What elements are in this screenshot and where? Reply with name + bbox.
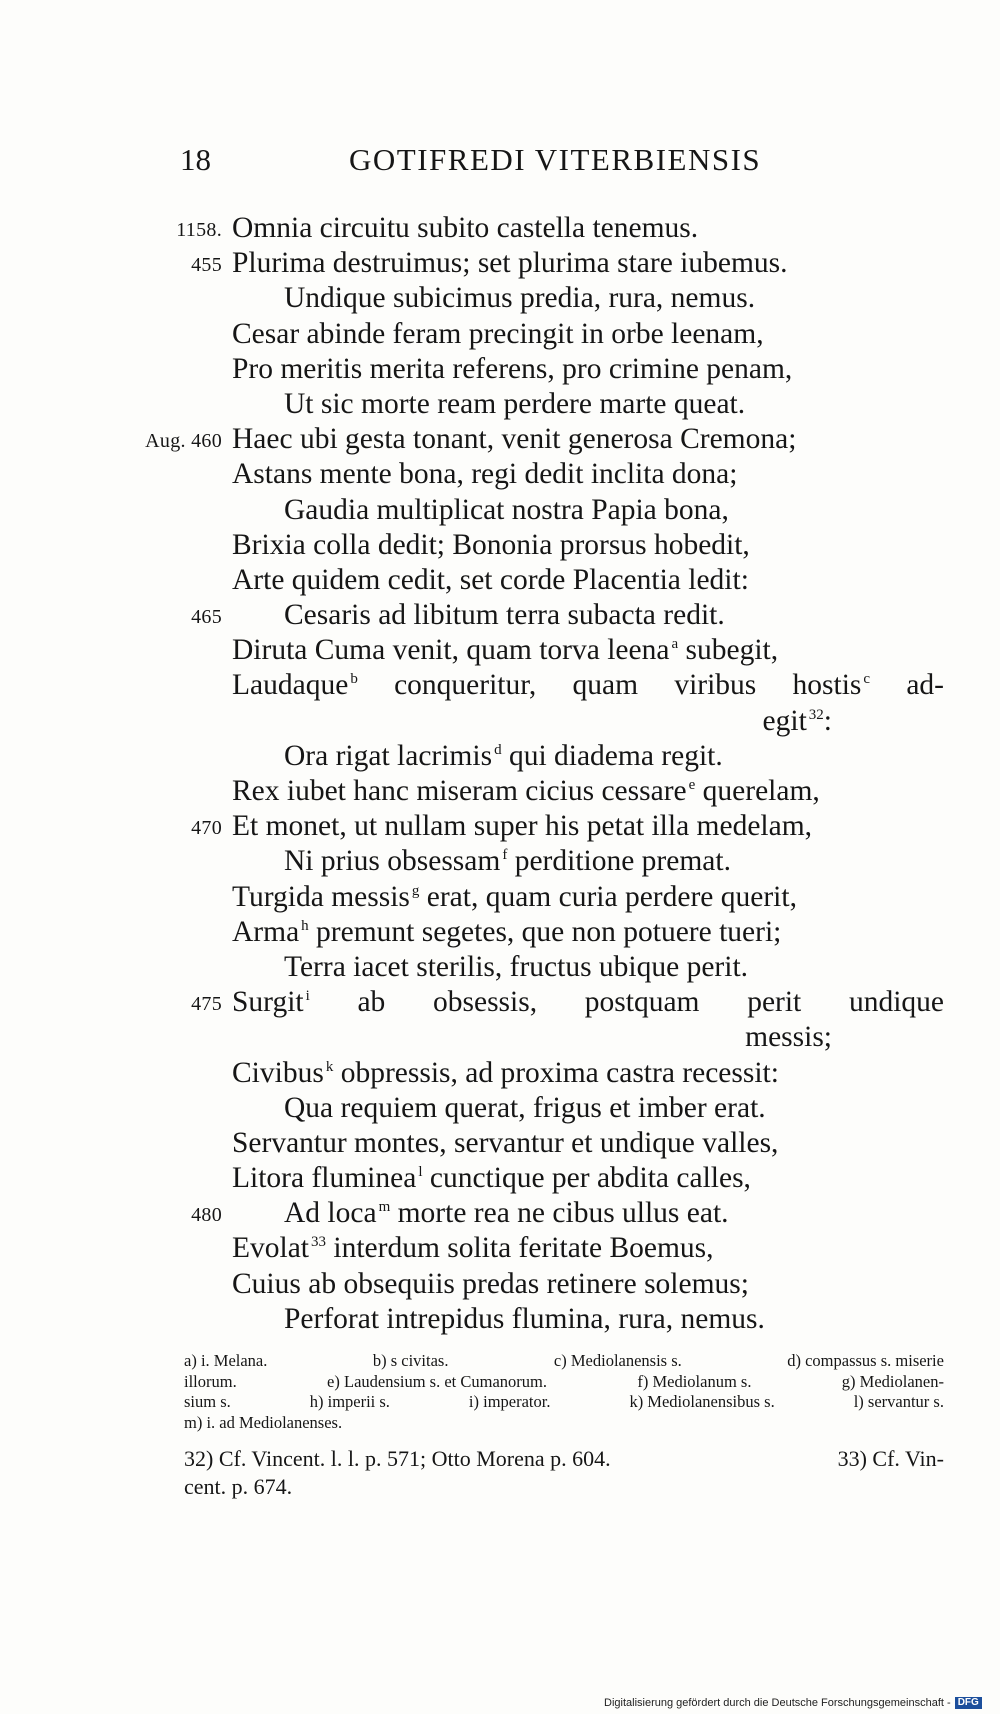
verse-line bbox=[0, 598, 1000, 633]
verse-segment: : bbox=[823, 704, 832, 737]
verse-segment: Evolat bbox=[232, 1232, 310, 1265]
verse-segment: Ni prius obsessam bbox=[284, 845, 501, 878]
verse-segment: interdum solita feritate Boemus, bbox=[326, 1232, 714, 1265]
page-header bbox=[0, 142, 1000, 182]
verse-line bbox=[0, 493, 1000, 528]
reference-note: cent. p. 674. bbox=[184, 1474, 293, 1499]
verse-text bbox=[232, 633, 944, 668]
verse-text: Perforat intrepidus flumina, rura, nemus. bbox=[284, 1302, 765, 1335]
verse-text: Gaudia multiplicat nostra Papia bona, bbox=[284, 493, 729, 526]
verse-line bbox=[0, 633, 1000, 668]
verse-line bbox=[0, 1302, 1000, 1337]
footnote: l) servantur s. bbox=[853, 1392, 944, 1411]
footnote: g) Mediolanen- bbox=[841, 1371, 944, 1391]
reference-note: 32) Cf. Vincent. l. l. p. 571; Otto Morena p. 604. bbox=[184, 1446, 611, 1471]
verse-line bbox=[0, 281, 1000, 316]
verse-segment: premunt segetes, que non potuere tueri; bbox=[308, 915, 782, 948]
line-number: 465 bbox=[191, 606, 222, 629]
reference-notes bbox=[184, 1445, 944, 1501]
reference-mark: 33 bbox=[311, 1234, 327, 1251]
footnote: h) imperii s. bbox=[309, 1392, 390, 1411]
verse-line bbox=[0, 809, 1000, 844]
footnote-mark: h bbox=[301, 917, 309, 934]
footnote-mark: e bbox=[688, 777, 696, 793]
verse-text: Astans mente bona, regi dedit inclita dona; bbox=[232, 458, 738, 491]
footnote-row bbox=[184, 1351, 944, 1372]
line-number: 480 bbox=[191, 1204, 222, 1227]
verse-segment: Ad loca bbox=[284, 1197, 377, 1230]
verse-line bbox=[0, 1020, 1000, 1055]
footnote-mark: c bbox=[863, 671, 871, 688]
verse-text: Qua requiem querat, frigus et imber erat. bbox=[284, 1091, 766, 1124]
footnote: i) imperator. bbox=[468, 1392, 551, 1411]
verse-text bbox=[232, 668, 944, 703]
footnote: a) i. Melana. bbox=[184, 1351, 268, 1370]
verse-text bbox=[284, 844, 944, 879]
verse-text: Ut sic morte ream perdere marte queat. bbox=[284, 387, 746, 420]
verse-text: Cuius ab obsequiis predas retinere solemus; bbox=[232, 1267, 749, 1300]
verse-line bbox=[0, 387, 1000, 422]
reference-row bbox=[184, 1473, 944, 1501]
verse-segment: egit bbox=[762, 704, 807, 737]
verse-line bbox=[0, 1267, 1000, 1302]
footnote-mark: a bbox=[671, 636, 679, 653]
footnote-mark: k bbox=[325, 1058, 334, 1075]
verse-text: Terra iacet sterilis, fructus ubique perit. bbox=[284, 950, 749, 983]
verse-line bbox=[0, 844, 1000, 879]
verse-text: Servantur montes, servantur et undique valles, bbox=[232, 1126, 779, 1159]
footnote: k) Mediolanensibus s. bbox=[629, 1392, 775, 1411]
verse-line bbox=[0, 457, 1000, 492]
verse-text: Undique subicimus predia, rura, nemus. bbox=[284, 282, 756, 315]
verse-segment: querelam, bbox=[695, 775, 820, 807]
verse-line bbox=[0, 1091, 1000, 1126]
verse-line bbox=[0, 704, 1000, 739]
footnote: b) s civitas. bbox=[372, 1351, 449, 1370]
textual-footnotes bbox=[184, 1351, 944, 1433]
footnote-mark: g bbox=[411, 882, 420, 899]
footnote-mark: i bbox=[305, 988, 310, 1005]
verse-text bbox=[232, 880, 944, 915]
line-number: 455 bbox=[191, 254, 222, 277]
verse-text bbox=[232, 915, 944, 950]
reference-mark: 32 bbox=[808, 706, 824, 723]
footnote: sium s. bbox=[184, 1392, 231, 1411]
verse-segment: Arma bbox=[232, 915, 300, 948]
verse-line bbox=[0, 880, 1000, 915]
verse-segment: erat, quam curia perdere querit, bbox=[419, 880, 797, 913]
verse-continuation bbox=[232, 704, 832, 739]
running-title: GOTIFREDI VITERBIENSIS bbox=[349, 142, 762, 177]
verse-line bbox=[0, 739, 1000, 774]
verse-segment: Turgida messis bbox=[232, 880, 410, 913]
reference-row bbox=[184, 1445, 944, 1473]
verse-text: Brixia colla dedit; Bononia prorsus hobedit, bbox=[232, 528, 750, 561]
verse-segment: ab obsessis, postquam perit undique bbox=[309, 986, 944, 1019]
verse-segment: perditione premat. bbox=[507, 845, 731, 878]
verse-text bbox=[232, 774, 944, 809]
verse-text: Cesaris ad libitum terra subacta redit. bbox=[284, 599, 725, 632]
verse-segment: Laudaque bbox=[232, 669, 349, 702]
verse-segment: obpressis, ad proxima castra recessit: bbox=[333, 1056, 779, 1089]
line-number: 475 bbox=[191, 993, 222, 1016]
verse-text: Plurima destruimus; set plurima stare iubemus. bbox=[232, 247, 788, 280]
footnote-mark: l bbox=[418, 1164, 423, 1181]
footnote: d) compassus s. miserie bbox=[787, 1351, 944, 1370]
verse-line bbox=[0, 1196, 1000, 1231]
verse-line bbox=[0, 915, 1000, 950]
verse-text: Cesar abinde feram precingit in orbe leenam, bbox=[232, 317, 764, 350]
verse-text: Et monet, ut nullam super his petat illa medelam, bbox=[232, 810, 813, 843]
verse-text bbox=[232, 985, 944, 1020]
verse-line bbox=[0, 1056, 1000, 1091]
verse-segment: subegit, bbox=[678, 634, 779, 667]
verse-line bbox=[0, 563, 1000, 598]
verse-segment: Surgit bbox=[232, 986, 304, 1019]
verse-segment: Diruta Cuma venit, quam torva leena bbox=[232, 634, 670, 667]
reference-note: 33) Cf. Vin- bbox=[837, 1446, 944, 1471]
verse-line bbox=[0, 246, 1000, 281]
verse-continuation: messis; bbox=[745, 1021, 832, 1054]
verse-segment: qui diadema regit. bbox=[501, 739, 723, 772]
footnote: c) Mediolanensis s. bbox=[553, 1351, 682, 1370]
verse-line bbox=[0, 528, 1000, 563]
verse-text: Omnia circuitu subito castella tenemus. bbox=[232, 212, 699, 244]
footnote: m) i. ad Mediolanenses. bbox=[184, 1412, 343, 1432]
digitization-credit bbox=[604, 1697, 982, 1709]
verse-text: Haec ubi gesta tonant, venit generosa Cremona; bbox=[232, 423, 797, 456]
verse-line bbox=[0, 1231, 1000, 1266]
verse-line bbox=[0, 1161, 1000, 1196]
verse-line bbox=[0, 950, 1000, 985]
verse-text bbox=[284, 739, 944, 774]
footnote-mark: m bbox=[378, 1199, 391, 1216]
verse-line bbox=[0, 352, 1000, 387]
footnote-mark: d bbox=[494, 741, 502, 758]
verse-line bbox=[0, 774, 1000, 809]
verse-text bbox=[232, 1231, 944, 1266]
verse-line bbox=[0, 211, 1000, 246]
footnote-row bbox=[184, 1392, 944, 1413]
verse-segment: conqueritur, quam viribus hostis bbox=[357, 669, 862, 702]
verse-segment: cunctique per abdita calles, bbox=[422, 1162, 751, 1195]
verse-line bbox=[0, 1126, 1000, 1161]
footnote-row bbox=[184, 1413, 944, 1434]
verse-line bbox=[0, 985, 1000, 1020]
verse-text: Pro meritis merita referens, pro crimine penam, bbox=[232, 352, 793, 385]
verse-text: Arte quidem cedit, set corde Placentia ledit: bbox=[232, 563, 749, 596]
footnote: e) Laudensium s. et Cumanorum. bbox=[327, 1371, 548, 1391]
verse-segment: Civibus bbox=[232, 1056, 324, 1089]
poem-text bbox=[0, 211, 1000, 1337]
verse-segment: Ora rigat lacrimis bbox=[284, 739, 493, 772]
footnote: f) Mediolanum s. bbox=[637, 1371, 752, 1391]
verse-text bbox=[232, 1056, 944, 1091]
dfg-logo: DFG bbox=[955, 1697, 982, 1709]
verse-text bbox=[232, 1161, 944, 1196]
verse-line bbox=[0, 668, 1000, 703]
footnote-row bbox=[184, 1372, 944, 1393]
line-number: 1158. bbox=[176, 219, 222, 241]
footnote-mark: f bbox=[502, 847, 508, 864]
line-number: 470 bbox=[191, 817, 222, 840]
verse-segment: Rex iubet hanc miseram cicius cessare bbox=[232, 775, 687, 807]
verse-segment: Litora fluminea bbox=[232, 1162, 417, 1195]
verse-line bbox=[0, 422, 1000, 457]
verse-segment: morte rea ne cibus ullus eat. bbox=[390, 1197, 729, 1230]
credit-text: Digitalisierung gefördert durch die Deutsche Forschungsgemeinschaft - bbox=[604, 1697, 951, 1709]
line-number: Aug. 460 bbox=[145, 430, 222, 453]
verse-text bbox=[284, 1196, 944, 1231]
page-number: 18 bbox=[180, 142, 211, 177]
footnote-mark: b bbox=[350, 671, 358, 688]
verse-line bbox=[0, 317, 1000, 352]
verse-segment: ad- bbox=[870, 669, 944, 702]
footnote: illorum. bbox=[184, 1371, 237, 1391]
